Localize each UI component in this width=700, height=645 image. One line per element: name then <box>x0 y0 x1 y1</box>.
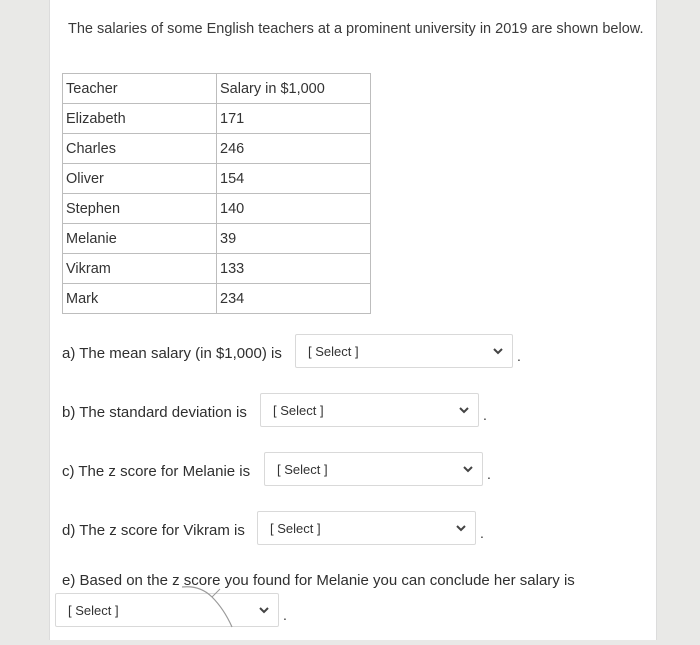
question-intro: The salaries of some English teachers at a prominent university in 2019 are shown below. <box>68 21 644 37</box>
answer-a-dropdown[interactable] <box>295 334 513 368</box>
question-e-label: e) Based on the z score you found for Melanie you can conclude her salary is <box>62 572 575 589</box>
salary-cell: 140 <box>217 194 371 224</box>
header-teacher: Teacher <box>63 74 217 104</box>
question-d-label: d) The z score for Vikram is <box>62 522 245 539</box>
chevron-down-icon <box>458 405 470 415</box>
salary-cell: 39 <box>217 224 371 254</box>
pen-scribble-mark <box>180 583 250 633</box>
table-row <box>63 254 371 284</box>
chevron-down-icon <box>455 523 467 533</box>
question-d-period: . <box>480 525 484 541</box>
answer-b-selected: [ Select ] <box>273 403 324 418</box>
table-row <box>63 224 371 254</box>
answer-c-dropdown[interactable] <box>264 452 483 486</box>
answer-b-dropdown[interactable] <box>260 393 479 427</box>
question-e-period: . <box>283 607 287 623</box>
table-row <box>63 164 371 194</box>
salary-cell: 133 <box>217 254 371 284</box>
teacher-cell: Elizabeth <box>63 104 217 134</box>
teacher-cell: Charles <box>63 134 217 164</box>
chevron-down-icon <box>462 464 474 474</box>
table-row <box>63 284 371 314</box>
question-b-period: . <box>483 407 487 423</box>
question-a-label: a) The mean salary (in $1,000) is <box>62 345 282 362</box>
teacher-cell: Melanie <box>63 224 217 254</box>
answer-d-selected: [ Select ] <box>270 521 321 536</box>
question-c-label: c) The z score for Melanie is <box>62 463 251 480</box>
table-row <box>63 134 371 164</box>
answer-d-dropdown[interactable] <box>257 511 476 545</box>
question-a-period: . <box>517 348 521 364</box>
table-row <box>63 104 371 134</box>
teacher-cell: Vikram <box>63 254 217 284</box>
question-b-label: b) The standard deviation is <box>62 404 247 421</box>
salary-cell: 246 <box>217 134 371 164</box>
teacher-cell: Oliver <box>63 164 217 194</box>
answer-a-selected: [ Select ] <box>308 344 359 359</box>
header-salary: Salary in $1,000 <box>217 74 371 104</box>
chevron-down-icon <box>258 605 270 615</box>
table-row <box>63 194 371 224</box>
teacher-cell: Mark <box>63 284 217 314</box>
teacher-cell: Stephen <box>63 194 217 224</box>
answer-e-selected: [ Select ] <box>68 603 119 618</box>
table-header-row <box>63 74 371 104</box>
salary-cell: 234 <box>217 284 371 314</box>
answer-c-selected: [ Select ] <box>277 462 328 477</box>
question-c-period: . <box>487 466 491 482</box>
salary-cell: 154 <box>217 164 371 194</box>
salary-table <box>62 73 371 314</box>
chevron-down-icon <box>492 346 504 356</box>
salary-cell: 171 <box>217 104 371 134</box>
